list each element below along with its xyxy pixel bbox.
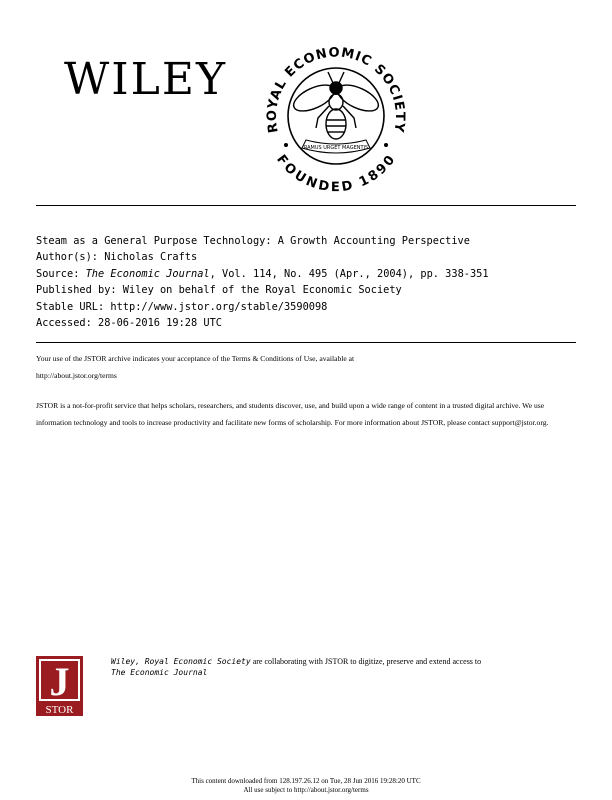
collaboration-notice: Wiley, Royal Economic Society are collaborating with JSTOR to digitize, preserve and extend access to The Economic Journal <box>111 657 482 677</box>
terms-link[interactable]: http://about.jstor.org/terms <box>36 371 117 380</box>
collaboration-partners: Wiley, Royal Economic Society <box>111 657 251 666</box>
jstor-logo-letter: J <box>49 659 70 704</box>
middle-divider <box>36 342 576 343</box>
top-divider <box>36 205 576 206</box>
jstor-logo <box>36 656 83 716</box>
stable-url-link[interactable]: http://www.jstor.org/stable/3590098 <box>110 300 328 313</box>
accessed-line: Accessed: 28-06-2016 19:28 UTC <box>36 317 222 330</box>
citation-block <box>36 233 576 331</box>
seal-ring-text: ROYAL ECONOMIC SOCIETY <box>264 45 408 135</box>
article-title: Steam as a General Purpose Technology: A Growth Accounting Perspective <box>36 235 470 247</box>
jstor-logo-label: STOR <box>45 704 74 716</box>
bee-icon <box>290 72 382 139</box>
published-by-line: Published by: Wiley on behalf of the Royal Economic Society <box>36 284 402 297</box>
download-footer <box>0 777 612 794</box>
collaboration-journal: The Economic Journal <box>111 667 208 677</box>
footer-terms-line: All use subject to http://about.jstor.org/terms <box>243 785 369 794</box>
stable-url-line: Stable URL: http://www.jstor.org/stable/3590098 <box>36 300 328 313</box>
terms-notice <box>36 350 581 431</box>
wiley-logo: WILEY <box>64 54 227 105</box>
svg-text:FOUNDED 1890 <box>273 152 399 195</box>
authors-line: Author(s): Nicholas Crafts <box>36 251 198 264</box>
seal-motto: RAMUS URGET MAGENTIS <box>303 145 369 151</box>
terms-paragraph: Your use of the JSTOR archive indicates your acceptance of the Terms & Conditions of Use, available at http://about.jstor.org/terms <box>36 354 355 380</box>
seal-founded-text: FOUNDED 1890 <box>273 152 399 196</box>
source-line: Source: The Economic Journal, Vol. 114, No. 495 (Apr., 2004), pp. 338-351 <box>36 267 489 280</box>
footer-download-line: This content downloaded from 128.197.26.12 on Tue, 28 Jun 2016 19:28:20 UTC <box>191 777 421 785</box>
journal-name: The Economic Journal <box>85 267 210 280</box>
author-name: Nicholas Crafts <box>104 251 198 264</box>
royal-economic-society-seal <box>256 36 416 196</box>
jstor-about-paragraph: JSTOR is a not-for-profit service that helps scholars, researchers, and students discover, use, and build upon a wide range of content in a trusted digital archive. We use information technology and tools to increase productivity and facilitate new forms of scholarship. For more information about JSTOR, please contact support@jstor.org. <box>36 401 549 427</box>
